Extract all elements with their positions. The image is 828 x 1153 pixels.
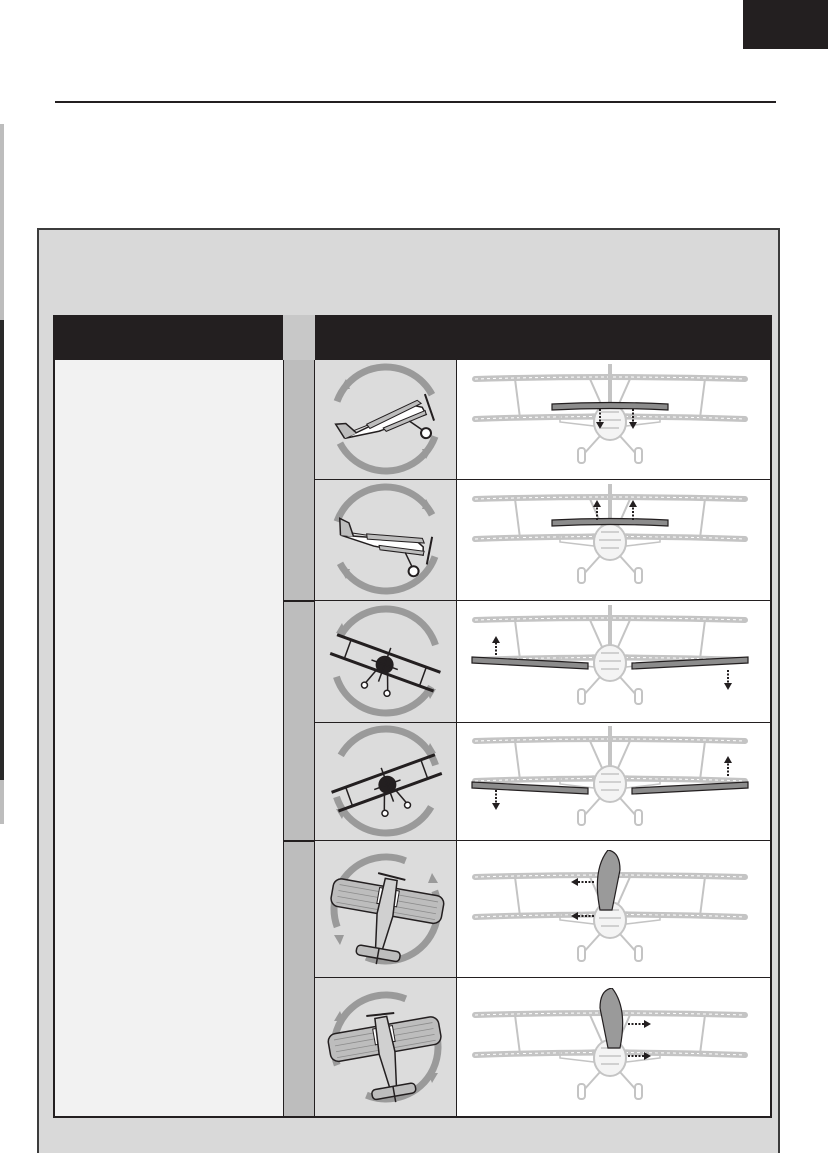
header-rule xyxy=(55,101,776,103)
aircraft-roll-view-2 xyxy=(318,724,454,838)
control-surface-view-2 xyxy=(460,484,760,596)
aircraft-pitch-view-1 xyxy=(318,362,454,477)
row-divider xyxy=(315,722,772,723)
aircraft-pitch-view-2 xyxy=(318,482,454,597)
language-tab xyxy=(743,0,828,49)
control-surface-view-3 xyxy=(460,605,760,717)
control-surface-view-4 xyxy=(460,726,760,838)
row-divider xyxy=(315,600,772,601)
column-header-transmitter xyxy=(53,315,283,360)
column-header-aircraft-reaction xyxy=(315,315,457,360)
group-marker-column xyxy=(283,360,315,1116)
control-surface-view-6 xyxy=(460,988,760,1112)
row-divider xyxy=(315,840,772,841)
aircraft-roll-view-1 xyxy=(318,603,454,719)
group-separator xyxy=(283,840,315,842)
aircraft-yaw-view-2 xyxy=(318,980,454,1114)
control-surface-view-5 xyxy=(460,850,760,974)
row-divider xyxy=(315,479,772,480)
description-column xyxy=(55,360,283,1116)
aircraft-yaw-view-1 xyxy=(318,843,454,975)
group-separator xyxy=(283,600,315,602)
column-header-spacer xyxy=(283,315,315,360)
column-header-control-surface xyxy=(457,315,772,360)
control-surface-view-1 xyxy=(460,364,760,476)
row-divider xyxy=(315,977,772,978)
page-edge-marker xyxy=(0,320,4,780)
